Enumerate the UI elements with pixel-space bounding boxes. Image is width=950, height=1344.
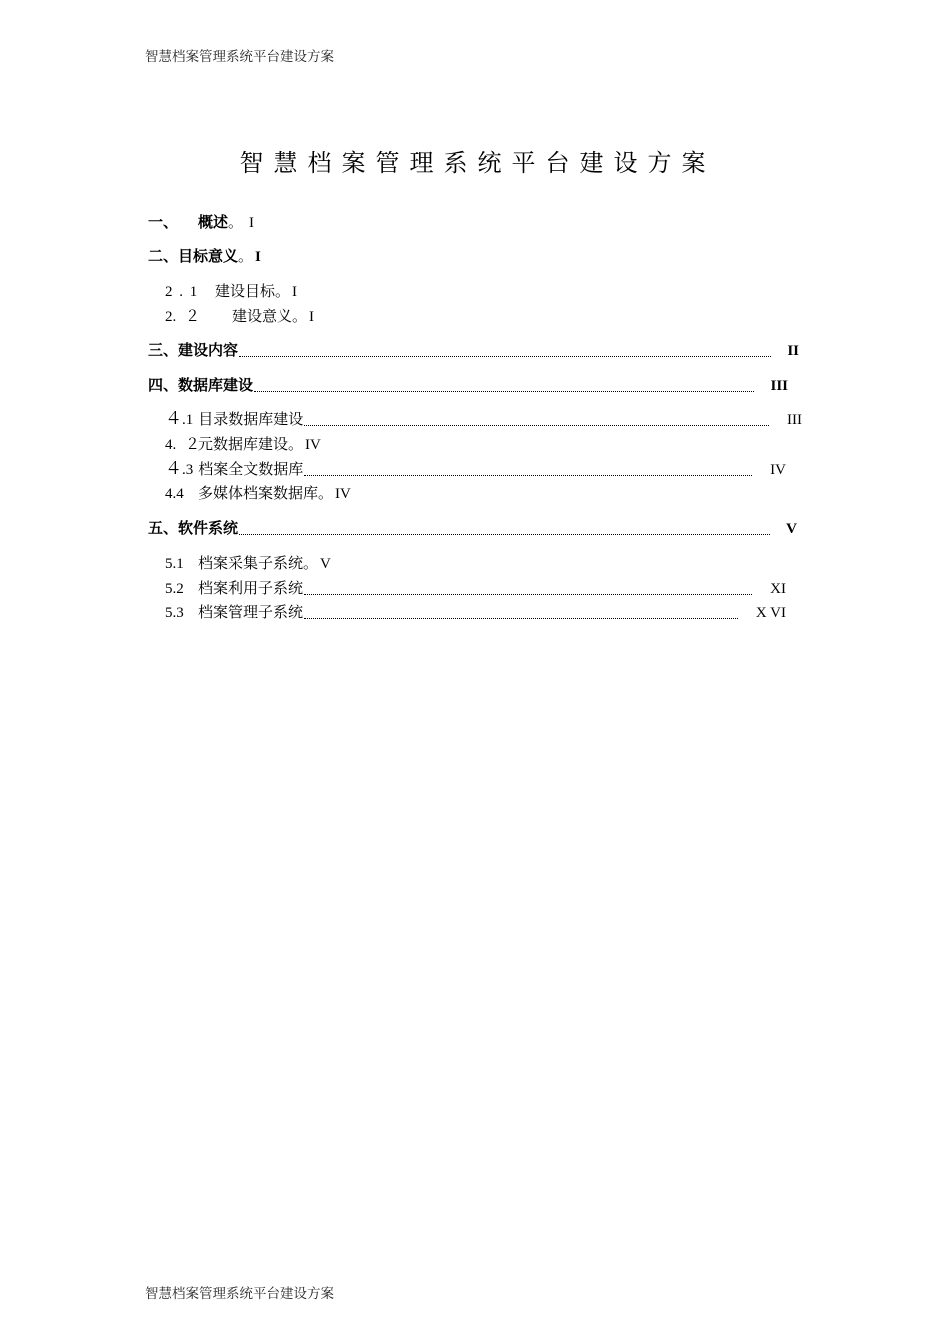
toc-separator: 。 xyxy=(288,435,304,453)
toc-entry-management-subsystem[interactable] xyxy=(165,601,786,623)
toc-entry-database-construction[interactable] xyxy=(148,374,788,396)
toc-label: 目录数据库建设 xyxy=(198,410,304,428)
toc-number-suffix: .1 xyxy=(182,412,194,428)
toc-entry-construction-goals[interactable] xyxy=(165,280,297,302)
toc-entry-metadata-database[interactable] xyxy=(165,433,321,455)
toc-page-number: X VI xyxy=(755,605,786,621)
toc-number: ４ xyxy=(165,409,182,429)
toc-number-fullwidth: ２ xyxy=(185,307,201,325)
toc-number: 5.3 xyxy=(165,605,184,621)
toc-entry-collection-subsystem[interactable] xyxy=(165,552,331,574)
running-header: 智慧档案管理系统平台建设方案 xyxy=(145,49,334,65)
toc-entry-overview[interactable] xyxy=(148,211,254,233)
toc-entry-goals[interactable] xyxy=(148,245,261,267)
toc-entry-catalog-database[interactable] xyxy=(165,408,802,430)
toc-number: 5.2 xyxy=(165,581,184,597)
toc-separator: 。 xyxy=(238,247,254,265)
toc-label: 建设意义 xyxy=(232,307,293,325)
toc-page-number: I xyxy=(292,284,298,300)
toc-number: 一、 xyxy=(148,213,179,231)
toc-dot-leader xyxy=(304,618,738,619)
toc-entry-construction-significance[interactable] xyxy=(165,305,314,327)
toc-page-number: III xyxy=(770,378,788,394)
toc-label: 档案全文数据库 xyxy=(198,460,304,478)
toc-number: 4.4 xyxy=(165,486,184,502)
toc-page-number: I xyxy=(255,249,261,265)
toc-label: 元数据库建设 xyxy=(198,435,289,453)
toc-separator: 。 xyxy=(275,282,291,300)
running-footer: 智慧档案管理系统平台建设方案 xyxy=(145,1286,334,1302)
toc-dot-leader xyxy=(304,425,769,426)
toc-label: 软件系统 xyxy=(178,519,239,537)
toc-dot-leader xyxy=(304,594,752,595)
toc-page-number: IV xyxy=(305,437,321,453)
toc-separator: 。 xyxy=(292,307,308,325)
toc-label: 数据库建设 xyxy=(178,376,254,394)
toc-label: 档案管理子系统 xyxy=(198,603,304,621)
toc-page-number: IV xyxy=(335,486,351,502)
toc-dot-leader xyxy=(239,356,771,357)
toc-entry-utilization-subsystem[interactable] xyxy=(165,577,786,599)
toc-number: 5.1 xyxy=(165,556,184,572)
toc-label: 建设目标 xyxy=(215,282,276,300)
toc-page-number: III xyxy=(787,412,802,428)
toc-number: 2. xyxy=(165,309,177,325)
toc-dot-leader xyxy=(254,391,754,392)
document-title: 智慧档案管理系统平台建设方案 xyxy=(239,149,716,177)
toc-number: ４ xyxy=(165,459,182,479)
toc-number: 四、 xyxy=(148,376,179,394)
toc-label: 目标意义 xyxy=(178,247,239,265)
toc-number-fullwidth: ２ xyxy=(185,435,201,453)
toc-number: 2 . 1 xyxy=(165,284,198,300)
toc-label: 建设内容 xyxy=(178,341,239,359)
toc-entry-software-system[interactable] xyxy=(148,517,797,539)
toc-number: 二、 xyxy=(148,247,179,265)
toc-number: 五、 xyxy=(148,519,179,537)
toc-number: 4. xyxy=(165,437,177,453)
toc-entry-construction-content[interactable] xyxy=(148,339,799,361)
toc-page-number: IV xyxy=(770,462,786,478)
toc-number: 三、 xyxy=(148,341,179,359)
toc-page-number: V xyxy=(786,521,797,537)
toc-dot-leader xyxy=(304,475,752,476)
toc-page-number: II xyxy=(787,343,799,359)
toc-entry-fulltext-database[interactable] xyxy=(165,458,786,480)
toc-label: 档案利用子系统 xyxy=(198,579,304,597)
toc-separator: 。 xyxy=(228,213,244,231)
toc-entry-multimedia-database[interactable] xyxy=(165,482,351,504)
toc-separator: 。 xyxy=(303,554,319,572)
toc-dot-leader xyxy=(239,534,770,535)
toc-label: 概述 xyxy=(198,213,229,231)
toc-number-suffix: .3 xyxy=(182,462,194,478)
toc-page-number: I xyxy=(309,309,315,325)
toc-separator: 。 xyxy=(318,484,334,502)
toc-label: 多媒体档案数据库 xyxy=(198,484,319,502)
toc-label: 档案采集子系统 xyxy=(198,554,304,572)
toc-page-number: XI xyxy=(770,581,786,597)
toc-page-number: V xyxy=(320,556,331,572)
toc-page-number: I xyxy=(249,215,255,231)
